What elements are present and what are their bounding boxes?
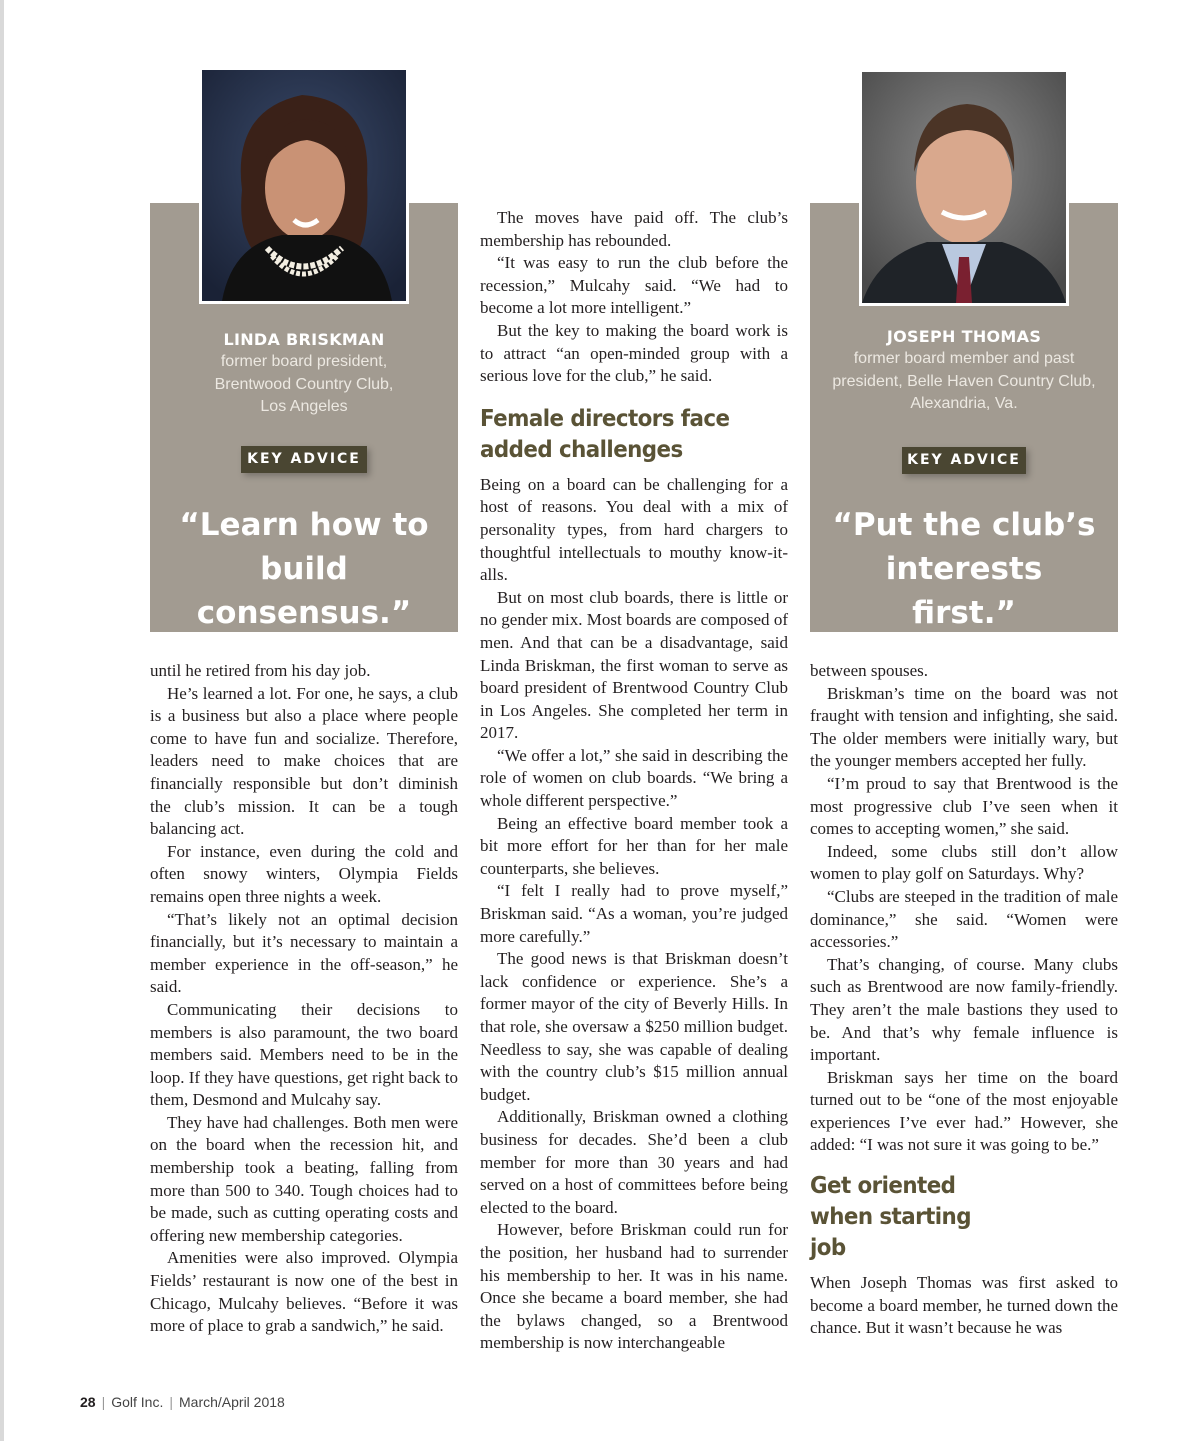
paragraph: They have had challenges. Both men were on the board when the recession hit, and membership took a beating, falling from more than 500 to 340. Tough choices had to be made, such as cutting operating costs and offering new membership categories. xyxy=(150,1112,458,1245)
paragraph: But on most club boards, there is little or no gender mix. Most boards are composed of men. And that can be a disadvantage, said Linda Briskman, the first woman to serve as board president of Brentwood Country Club in Los Angeles. She completed her term in 2017. xyxy=(480,587,788,743)
profile-role: former board president, Brentwood Country Club, Los Angeles xyxy=(214,353,394,415)
paragraph: until he retired from his day job. xyxy=(150,661,371,680)
paragraph: When Joseph Thomas was first asked to become a board member, he turned down the chance. But it wasn’t because he was xyxy=(810,1273,1118,1338)
paragraph: Being an effective board member took a bit more effort for her than for her male counterparts, she believes. xyxy=(480,813,788,878)
paragraph: “It was easy to run the club before the recession,” Mulcahy said. “We had to become a lot more intelligent.” xyxy=(480,253,788,318)
key-advice-badge: KEY ADVICE xyxy=(902,447,1026,474)
man-portrait-photo xyxy=(859,69,1069,306)
paragraph: Being on a board can be challenging for a host of reasons. You deal with a mix of personality types, from hard chargers to thoughtful intellectuals to mouthy know-it-alls. xyxy=(480,474,788,585)
section-heading: Female directors face added challenges xyxy=(480,405,730,463)
paragraph: “I’m proud to say that Brentwood is the most progressive club I’ve seen when it comes to accepting women,” she said. xyxy=(810,773,1118,839)
pull-quote: “Put the club’s interests first.” xyxy=(832,507,1096,631)
publication-name: Golf Inc. xyxy=(111,1394,164,1410)
pull-quote: “Learn how to build consensus.” xyxy=(179,507,429,631)
paragraph: Briskman says her time on the board turned out to be “one of the most enjoyable experiences I’ve ever had.” However, she added: “I was not sure it was going to be.” xyxy=(810,1067,1118,1155)
article-column-3 xyxy=(810,660,1118,1340)
paragraph: However, before Briskman could run for the position, her husband had to surrender his membership to her. It was in his name. Once she became a board member, she had the bylaws changed, so a Brentwood membership is now interchangeable xyxy=(480,1220,788,1353)
paragraph: For instance, even during the cold and often snowy winters, Olympia Fields remains open three nights a week. xyxy=(150,841,458,906)
profile-name: LINDA BRISKMAN xyxy=(223,330,385,349)
page-edge xyxy=(0,0,4,1441)
article-column-1 xyxy=(150,660,458,1338)
section-heading: Get oriented when starting job xyxy=(810,1173,971,1262)
paragraph: Briskman’s time on the board was not fraught with tension and infighting, she said. The older members were initially wary, but the younger members accepted her fully. xyxy=(810,683,1118,771)
paragraph: “Clubs are steeped in the tradition of male dominance,” she said. “Women were accessories.” xyxy=(810,886,1118,952)
page-number: 28 xyxy=(80,1394,96,1410)
paragraph: “I felt I really had to prove myself,” Briskman said. “As a woman, you’re judged more carefully.” xyxy=(480,881,788,946)
paragraph: The good news is that Briskman doesn’t lack confidence or experience. She’s a former mayor of the city of Beverly Hills. In that role, she oversaw a $250 million budget. Needless to say, she was capable of dealing with the country club’s $15 million annual budget. xyxy=(480,949,788,1104)
paragraph: Amenities were also improved. Olympia Fields’ restaurant is now one of the best in Chicago, Mulcahy believes. “Before it was more of place to grab a sandwich,” he said. xyxy=(150,1248,458,1336)
paragraph: Additionally, Briskman owned a clothing business for decades. She’d been a club member for more than 30 years and had served on a host of committees before being elected to the board. xyxy=(480,1107,788,1217)
paragraph: The moves have paid off. The club’s membership has rebounded. xyxy=(480,208,788,250)
footer-separator: | xyxy=(169,1394,173,1410)
woman-portrait-photo xyxy=(199,67,409,304)
paragraph: But the key to making the board work is to attract “an open-minded group with a serious love for the club,” he said. xyxy=(480,320,788,386)
paragraph: He’s learned a lot. For one, he says, a club is a business but also a place where people come to have fun and socialize. Therefore, leaders need to make choices that are financially responsible but don’t diminish the club’s mission. It can be a tough balancing act. xyxy=(150,683,458,839)
footer-separator: | xyxy=(101,1394,106,1410)
paragraph: Communicating their decisions to members is also paramount, the two board members said. Members need to be in the loop. If they have questions, get right back to them, Desmond and Mulcahy say. xyxy=(150,999,458,1110)
paragraph: Indeed, some clubs still don’t allow women to play golf on Saturdays. Why? xyxy=(810,841,1118,884)
profile-name: JOSEPH THOMAS xyxy=(886,327,1042,346)
article-column-2 xyxy=(480,207,788,1355)
paragraph: That’s changing, of course. Many clubs such as Brentwood are now family-friendly. They aren’t the male bastions they used to be. And that’s why female influence is important. xyxy=(810,954,1118,1065)
issue-date: March/April 2018 xyxy=(179,1394,285,1410)
profile-role: former board member and past president, Belle Haven Country Club, Alexandria, Va. xyxy=(832,350,1096,412)
paragraph: “We offer a lot,” she said in describing the role of women on club boards. “We bring a whole different perspective.” xyxy=(480,745,788,811)
key-advice-badge: KEY ADVICE xyxy=(241,446,367,473)
paragraph: “That’s likely not an optimal decision financially, but it’s necessary to maintain a member experience in the off-season,” he said. xyxy=(150,909,458,997)
paragraph: between spouses. xyxy=(810,661,929,680)
page-footer xyxy=(80,1394,285,1410)
